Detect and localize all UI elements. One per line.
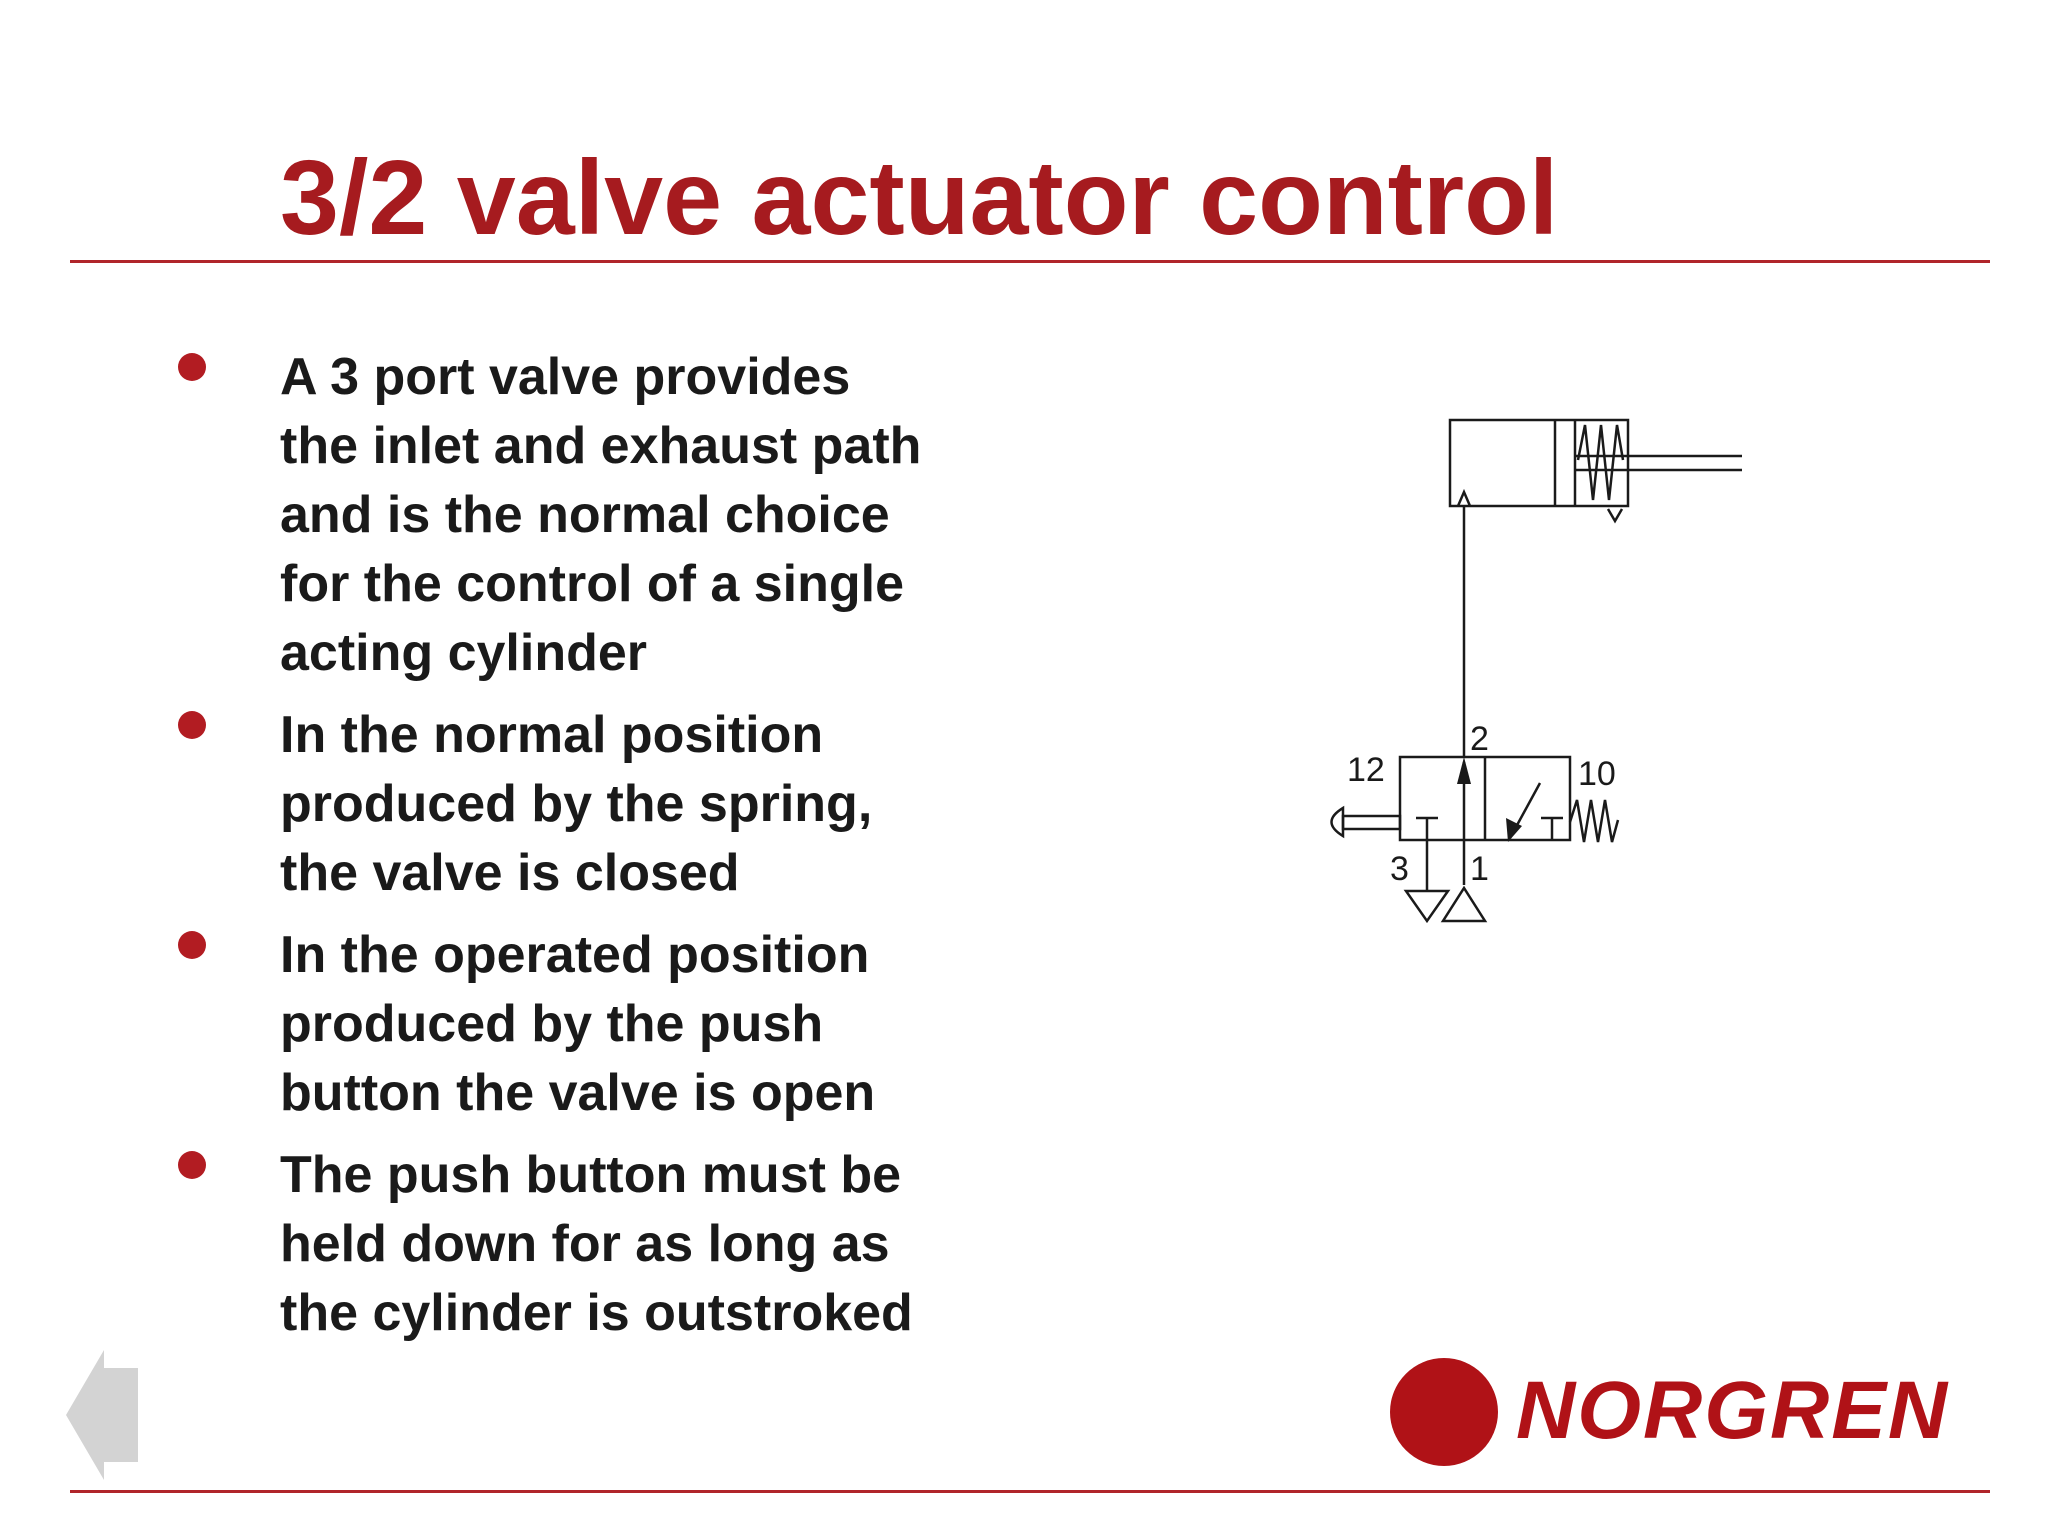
exhaust-triangle-icon bbox=[1406, 891, 1448, 921]
bullet-dot-icon bbox=[178, 1151, 206, 1179]
push-button-icon bbox=[1332, 808, 1401, 836]
valve-symbol bbox=[1400, 757, 1570, 840]
cylinder-symbol bbox=[1450, 420, 1742, 521]
cylinder-spring-icon bbox=[1578, 425, 1623, 500]
pilot-12-label: 12 bbox=[1347, 751, 1385, 789]
back-arrow-icon[interactable] bbox=[66, 1350, 142, 1480]
bullet-list bbox=[0, 343, 1100, 1361]
bullet-text: In the normal position produced by the spring, the valve is closed bbox=[280, 706, 873, 902]
bullet-dot-icon bbox=[178, 353, 206, 381]
port-1-label: 1 bbox=[1470, 850, 1489, 888]
bullet-text: The push button must be held down for as long as the cylinder is outstroked bbox=[280, 1146, 913, 1342]
bullet-dot-icon bbox=[178, 931, 206, 959]
port-2-label: 2 bbox=[1470, 720, 1489, 758]
logo-circle-icon bbox=[1390, 1358, 1498, 1466]
bullet-text: In the operated position produced by the push button the valve is open bbox=[280, 926, 876, 1122]
flow-arrow-up-icon bbox=[1457, 757, 1471, 784]
return-spring-icon bbox=[1570, 800, 1618, 842]
title-divider bbox=[70, 260, 1990, 263]
bullet-dot-icon bbox=[178, 711, 206, 739]
bullet-item bbox=[0, 701, 1100, 908]
bullet-item bbox=[0, 921, 1100, 1128]
pilot-10-label: 10 bbox=[1578, 755, 1616, 793]
norgren-logo bbox=[1390, 1352, 1990, 1472]
slide-title: 3/2 valve actuator control bbox=[280, 139, 1559, 257]
valve-circuit-diagram bbox=[1300, 400, 1760, 940]
port-3-label: 3 bbox=[1390, 850, 1409, 888]
bullet-text: A 3 port valve provides the inlet and exhaust path and is the normal choice for the control of a single acting cylinder bbox=[280, 348, 922, 682]
footer-divider bbox=[70, 1490, 1990, 1493]
bullet-item bbox=[0, 1141, 1100, 1348]
logo-wordmark: NORGREN bbox=[1516, 1365, 1950, 1456]
supply-triangle-icon bbox=[1443, 888, 1485, 921]
bullet-item bbox=[0, 343, 1100, 688]
